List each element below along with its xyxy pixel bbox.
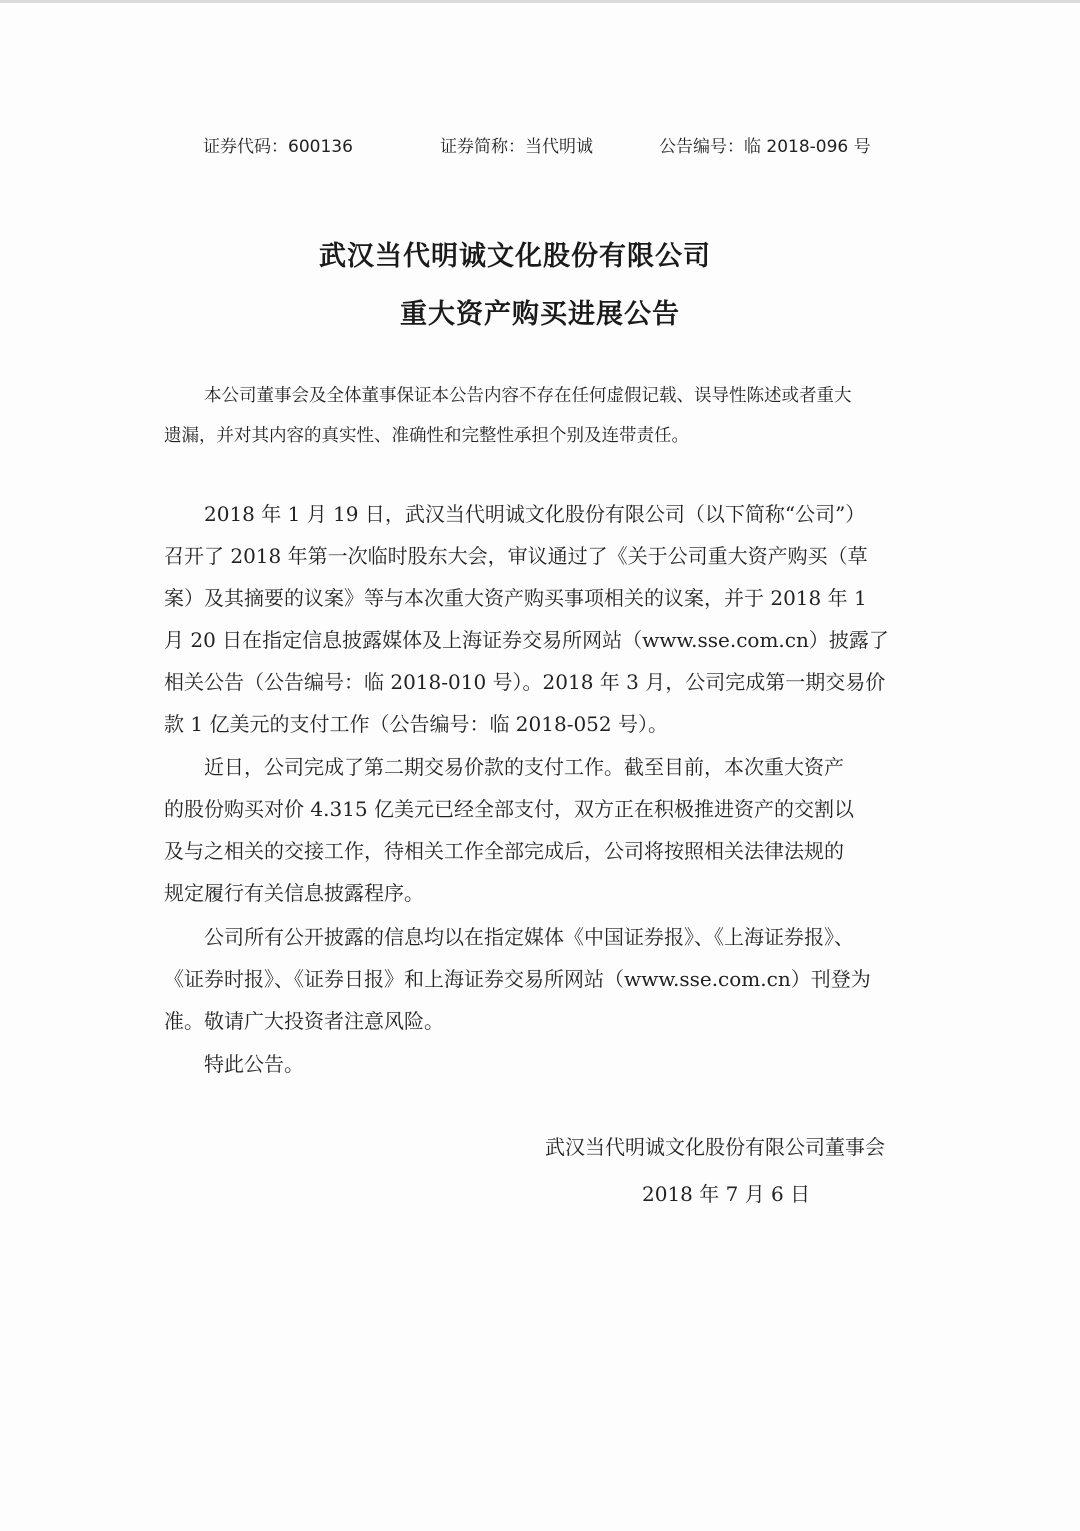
text-line: 《证券时报》、《证券日报》和上海证券交易所网站（www.sse.com.cn）刊登为 bbox=[164, 967, 871, 991]
stock-code: 证券代码：600136 bbox=[203, 137, 353, 157]
document-title-company: 武汉当代明诚文化股份有限公司 bbox=[319, 241, 711, 272]
announcement-number: 公告编号：临 2018-096 号 bbox=[659, 137, 871, 157]
text-line: 遗漏，并对其内容的真实性、准确性和完整性承担个别及连带责任。 bbox=[164, 426, 689, 446]
text-line: 召开了 2018 年第一次临时股东大会，审议通过了《关于公司重大资产购买（草 bbox=[164, 544, 868, 568]
text-line: 月 20 日在指定信息披露媒体及上海证券交易所网站（www.sse.com.cn）披露了 bbox=[164, 628, 889, 652]
text-line: 本公司董事会及全体董事保证本公告内容不存在任何虚假记载、误导性陈述或者重大 bbox=[204, 386, 852, 406]
text-line: 的股份购买对价 4.315 亿美元已经全部支付，双方正在积极推进资产的交割以 bbox=[164, 797, 854, 821]
text-line: 2018 年 1 月 19 日，武汉当代明诚文化股份有限公司（以下简称“公司”） bbox=[204, 502, 866, 526]
text-line: 案）及其摘要的议案》等与本次重大资产购买事项相关的议案，并于 2018 年 1 bbox=[164, 586, 867, 610]
text-line: 相关公告（公告编号：临 2018-010 号）。2018 年 3 月，公司完成第一期交易价 bbox=[164, 670, 886, 694]
signature-date: 2018 年 7 月 6 日 bbox=[642, 1182, 811, 1206]
text-line: 公司所有公开披露的信息均以在指定媒体《中国证券报》、《上海证券报》、 bbox=[204, 925, 854, 949]
stock-name: 证券简称：当代明诚 bbox=[440, 137, 593, 157]
body-paragraph-1 bbox=[164, 493, 916, 745]
text-line: 及与之相关的交接工作，待相关工作全部完成后，公司将按照相关法律法规的 bbox=[164, 839, 844, 863]
closing-text: 特此公告。 bbox=[204, 1052, 304, 1076]
top-border bbox=[0, 0, 1080, 3]
document-header bbox=[0, 132, 1080, 160]
disclaimer-paragraph bbox=[164, 376, 916, 456]
text-line: 规定履行有关信息披露程序。 bbox=[164, 881, 424, 905]
body-paragraph-3 bbox=[164, 916, 916, 1042]
body-paragraph-2 bbox=[164, 746, 916, 914]
document-title-subject: 重大资产购买进展公告 bbox=[400, 299, 680, 330]
text-line: 准。敬请广大投资者注意风险。 bbox=[164, 1009, 444, 1033]
text-line: 款 1 亿美元的支付工作（公告编号：临 2018-052 号）。 bbox=[164, 712, 668, 736]
text-line: 近日，公司完成了第二期交易价款的支付工作。截至目前，本次重大资产 bbox=[204, 755, 844, 779]
signature-company: 武汉当代明诚文化股份有限公司董事会 bbox=[545, 1135, 885, 1159]
closing-paragraph bbox=[164, 1043, 916, 1085]
